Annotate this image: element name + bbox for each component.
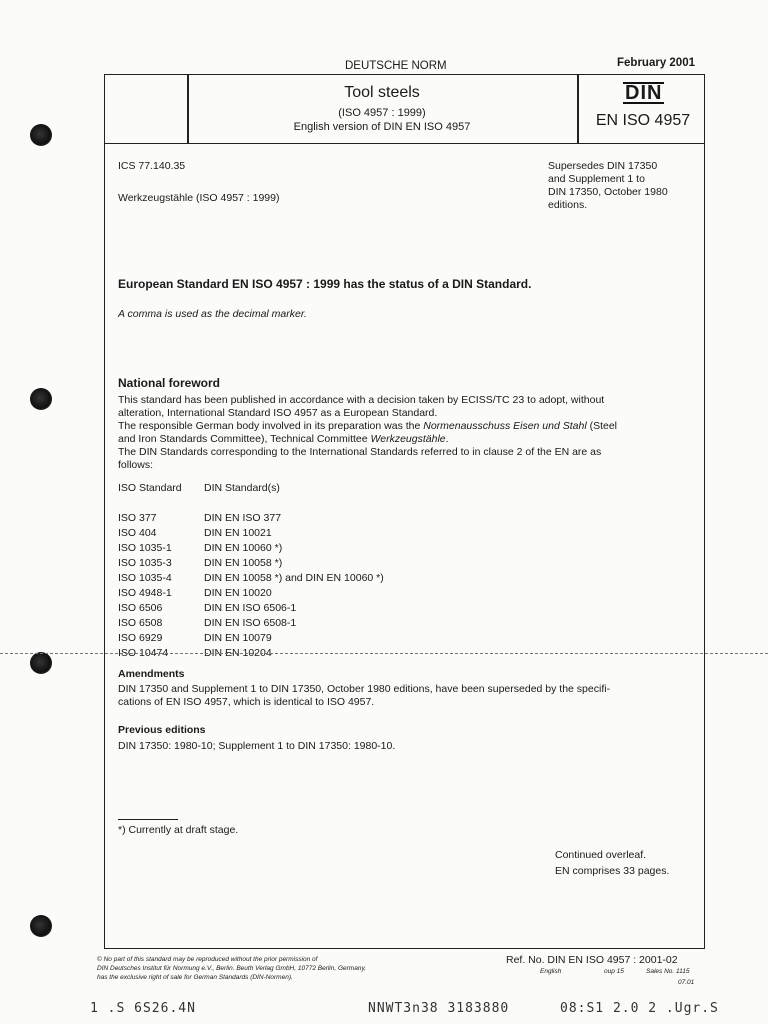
supersedes-line: and Supplement 1 to: [548, 173, 645, 185]
table-row: [118, 586, 384, 601]
committee-name: Normenausschuss Eisen und Stahl: [423, 420, 587, 432]
iso-standard-cell: ISO 6929: [118, 632, 163, 644]
foreword-text: (Steel: [586, 420, 618, 432]
decimal-note: A comma is used as the decimal marker.: [118, 308, 307, 320]
iso-standard-cell: ISO 1035-4: [118, 572, 172, 584]
foreword-line: follows:: [118, 459, 154, 471]
fax-text: 08:S1 2.0 2 .Ugr.S: [560, 1001, 719, 1016]
document-date: February 2001: [617, 57, 695, 69]
table-row: [118, 601, 384, 616]
foreword-line: alteration, International Standard ISO 4957 as a European Standard.: [118, 407, 438, 419]
table-row: [118, 631, 384, 646]
foreword-text: The responsible German body involved in its preparation was the: [118, 420, 424, 432]
foreword-line: This standard has been published in accordance with a decision taken by ECISS/TC 23 to adopt, without: [118, 394, 605, 406]
din-standard-cell: DIN EN ISO 6508-1: [204, 617, 297, 629]
din-standard-cell: DIN EN 10204: [204, 647, 272, 659]
iso-standard-cell: ISO 377: [118, 512, 157, 524]
ref-sub-sales: Sales No. 1115: [646, 968, 690, 975]
document-title: Tool steels: [344, 84, 420, 101]
binder-hole: [30, 915, 52, 937]
title-divider-right: [577, 74, 579, 144]
foreword-line: [118, 420, 690, 433]
table-row: [118, 571, 384, 586]
fold-line: [0, 653, 768, 654]
supersedes-note: [548, 160, 668, 212]
copyright-line: © No part of this standard may be reproduced without the prior permission of: [97, 956, 318, 963]
reference-number: Ref. No. DIN EN ISO 4957 : 2001-02: [506, 954, 678, 966]
previous-editions-heading: Previous editions: [118, 724, 206, 736]
footnote: *) Currently at draft stage.: [118, 824, 239, 836]
din-standard-cell: DIN EN 10058 *) and DIN EN 10060 *): [204, 572, 384, 584]
binder-hole: [30, 388, 52, 410]
ref-sub-group: oup 15: [604, 968, 624, 975]
table-row: [118, 616, 384, 631]
iso-standard-cell: ISO 1035-1: [118, 542, 172, 554]
din-standard-cell: DIN EN ISO 6506-1: [204, 602, 297, 614]
english-version-note: English version of DIN EN ISO 4957: [293, 121, 471, 133]
status-heading: European Standard EN ISO 4957 : 1999 has the status of a DIN Standard.: [118, 277, 532, 291]
iso-standard-cell: ISO 404: [118, 527, 157, 539]
copyright-line: has the exclusive right of sale for German Standards (DIN-Normen).: [97, 974, 293, 981]
supersedes-line: DIN 17350, October 1980: [548, 186, 668, 198]
continued-line: EN comprises 33 pages.: [555, 865, 670, 877]
table-header: DIN Standard(s): [204, 482, 280, 494]
footnote-rule: [118, 819, 178, 820]
previous-editions-text: DIN 17350: 1980-10; Supplement 1 to DIN 17350: 1980-10.: [118, 740, 396, 752]
din-standard-cell: DIN EN 10060 *): [204, 542, 283, 554]
national-foreword-heading: National foreword: [118, 376, 221, 390]
foreword-paragraph: [118, 394, 690, 472]
copyright-notice: [97, 955, 366, 982]
binder-hole: [30, 124, 52, 146]
din-standard-cell: DIN EN 10021: [204, 527, 272, 539]
foreword-text: and Iron Standards Committee), Technical Committee: [118, 433, 371, 445]
fax-header-left: [90, 1001, 196, 1016]
din-standard-cell: DIN EN 10058 *): [204, 557, 283, 569]
table-row: [118, 541, 384, 556]
table-row: [118, 556, 384, 571]
din-standard-cell: DIN EN 10079: [204, 632, 272, 644]
amendments-text: [118, 683, 690, 709]
table-row: [118, 511, 384, 526]
fax-text: NNWT3n38 3183880: [368, 1001, 510, 1016]
iso-standard-cell: ISO 1035-3: [118, 557, 172, 569]
binder-hole: [30, 652, 52, 674]
iso-standard-cell: ISO 10474: [118, 647, 169, 659]
din-logo: DIN: [625, 82, 663, 104]
technical-committee-name: Werkzeugstähle: [370, 433, 446, 445]
din-standard-cell: DIN EN 10020: [204, 587, 272, 599]
foreword-line: The DIN Standards corresponding to the International Standards referred to in clause 2 of the EN are as: [118, 446, 602, 458]
table-header: ISO Standard: [118, 482, 182, 494]
standards-table: [118, 481, 384, 661]
supersedes-line: Supersedes DIN 17350: [548, 160, 658, 172]
german-title: Werkzeugstähle (ISO 4957 : 1999): [118, 192, 280, 204]
din-standard-cell: DIN EN ISO 377: [204, 512, 282, 524]
continued-line: Continued overleaf.: [555, 849, 647, 861]
ics-code: ICS 77.140.35: [118, 160, 186, 172]
iso-reference: (ISO 4957 : 1999): [338, 107, 426, 119]
amendments-heading: Amendments: [118, 668, 185, 680]
table-header-row: [118, 481, 384, 496]
ref-sub-language: English: [540, 968, 562, 975]
copyright-line: DIN Deutsches Institut für Normung e.V., Berlin. Beuth Verlag GmbH, 10772 Berlin, Germany,: [97, 965, 367, 972]
fax-header-right: [560, 1001, 719, 1016]
iso-standard-cell: ISO 4948-1: [118, 587, 172, 599]
ref-sub-date: 07.01: [678, 979, 695, 986]
norm-label: DEUTSCHE NORM: [345, 60, 447, 72]
amendments-line: cations of EN ISO 4957, which is identical to ISO 4957.: [118, 696, 375, 708]
standard-number: EN ISO 4957: [595, 112, 691, 129]
iso-standard-cell: ISO 6508: [118, 617, 163, 629]
table-row: [118, 526, 384, 541]
iso-standard-cell: ISO 6506: [118, 602, 163, 614]
foreword-text: .: [445, 433, 449, 445]
supersedes-line: editions.: [548, 199, 588, 211]
foreword-line: [118, 433, 690, 446]
fax-header-middle: [368, 1001, 509, 1016]
continued-note: [555, 849, 669, 878]
amendments-line: DIN 17350 and Supplement 1 to DIN 17350, October 1980 editions, have been superseded by the specifi-: [118, 683, 611, 695]
fax-text: 1 .S 6S26.4N: [90, 1001, 196, 1016]
